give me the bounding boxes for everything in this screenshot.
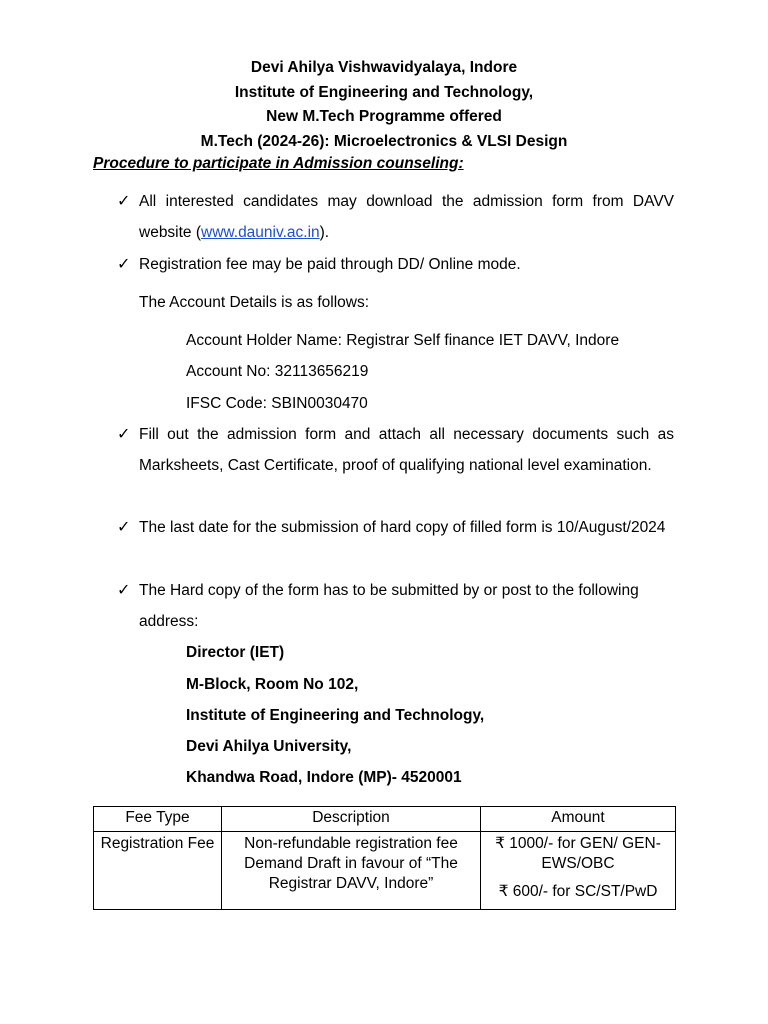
address-line-director: Director (IET)	[186, 644, 285, 661]
account-details-intro: The Account Details is as follows:	[139, 294, 370, 311]
download-text: All interested candidates may download the admission form from DAVV website (	[139, 193, 674, 241]
checkmark-icon: ✓	[117, 426, 131, 443]
bullet-registration-fee: Registration fee may be paid through DD/ Online mode.	[139, 256, 521, 273]
table-row	[94, 832, 676, 910]
fee-table	[93, 806, 676, 910]
institute-name: Institute of Engineering and Technology,	[234, 83, 534, 101]
bullet-download-form	[139, 186, 674, 248]
address-line-university: Devi Ahilya University,	[186, 738, 352, 755]
ifsc-code: IFSC Code: SBIN0030470	[186, 395, 368, 412]
document-header	[0, 56, 768, 154]
fee-type-cell: Registration Fee	[94, 832, 222, 910]
amount-cell	[481, 832, 676, 910]
programme-title: M.Tech (2024-26): Microelectronics & VLSI Design	[200, 132, 568, 150]
account-holder-name: Account Holder Name: Registrar Self finance IET DAVV, Indore	[186, 332, 620, 349]
download-text-end: ).	[319, 224, 330, 241]
bullet-last-date: The last date for the submission of hard copy of filled form is 10/August/2024	[139, 519, 666, 536]
dauniv-website-link[interactable]: www.dauniv.ac.in	[201, 224, 320, 241]
checkmark-icon: ✓	[117, 582, 131, 599]
programme-announcement: New M.Tech Programme offered	[266, 108, 502, 125]
amount-general: ₹ 1000/- for GEN/ GEN-EWS/OBC	[495, 835, 661, 872]
description-cell: Non-refundable registration fee Demand Draft in favour of “The Registrar DAVV, Indore”	[222, 832, 481, 910]
amount-reserved: ₹ 600/- for SC/ST/PwD	[498, 883, 658, 900]
address-line-institute: Institute of Engineering and Technology,	[186, 707, 485, 724]
fee-table-header-row	[94, 807, 676, 832]
checkmark-icon: ✓	[117, 193, 131, 210]
address-line-city: Khandwa Road, Indore (MP)- 4520001	[186, 769, 462, 786]
university-name: Devi Ahilya Vishwavidyalaya, Indore	[250, 59, 518, 76]
amount-header: Amount	[481, 807, 676, 832]
fee-type-header: Fee Type	[94, 807, 222, 832]
procedure-heading: Procedure to participate in Admission counseling:	[93, 155, 464, 172]
checkmark-icon: ✓	[117, 256, 131, 273]
description-header: Description	[222, 807, 481, 832]
checkmark-icon: ✓	[117, 519, 131, 536]
address-line-block: M-Block, Room No 102,	[186, 676, 359, 693]
account-number: Account No: 32113656219	[186, 363, 369, 380]
bullet-hard-copy: The Hard copy of the form has to be submitted by or post to the following address:	[139, 582, 639, 630]
bullet-fill-form: Fill out the admission form and attach all necessary documents such as Marksheets, Cast Certificate, proof of qualifying national level examination.	[139, 426, 674, 474]
